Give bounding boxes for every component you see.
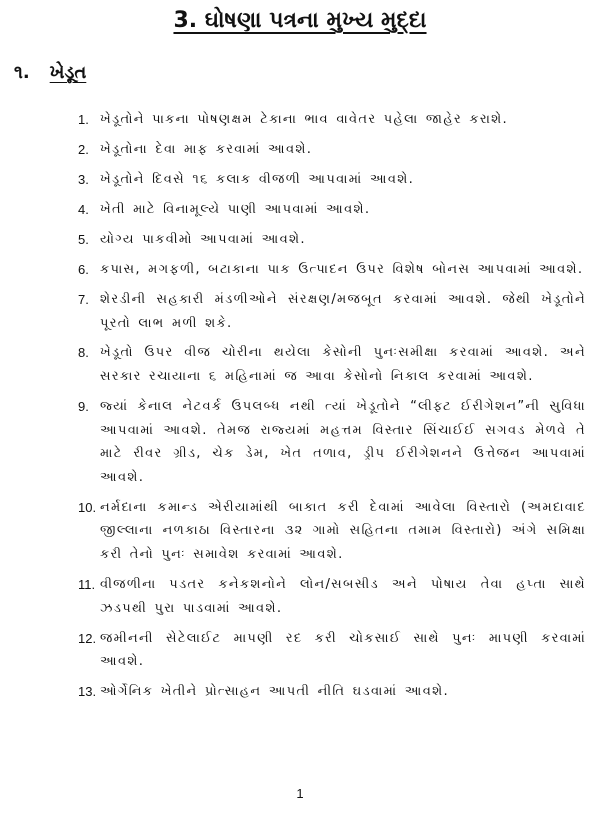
list-item-number: 12.	[78, 630, 97, 646]
list-item-number: 7.	[78, 291, 89, 307]
list-item-number: 13.	[78, 684, 97, 700]
list-item-number: 11.	[78, 577, 96, 592]
list-item-number: 2.	[78, 141, 89, 157]
list-item-number: 9.	[78, 399, 89, 415]
list-item	[78, 168, 586, 192]
list-item-number: 8.	[78, 345, 89, 361]
list-item	[78, 288, 586, 335]
section-number: ૧.	[14, 62, 30, 83]
list-item-number: 6.	[78, 261, 89, 277]
list-item-text: ખેડૂતોના દેવા માફ કરવામાં આવશે.	[100, 141, 313, 157]
list-item-text: ખેડૂતોને દિવસે ૧૬ કલાક વીજળી આપવામાં આવશે.	[100, 171, 415, 187]
list-item	[78, 496, 586, 567]
list-item-number: 3.	[78, 171, 89, 187]
list-item	[78, 680, 586, 704]
list-item-number: 1.	[78, 112, 89, 127]
list-item	[78, 138, 586, 162]
page-title: 3. ઘોષણા પત્રના મુખ્ય મુદ્દા	[173, 8, 427, 33]
section-heading	[14, 62, 86, 83]
list-item-text: નર્મદાના કમાન્ડ એરીયામાંથી બાકાત કરી દેવામાં આવેલા વિસ્તારો (અમદાવાદ જીલ્લાના નળકાઠા વિસ્તારના ૩૨ ગામો સહિતના તમામ વિસ્તારો) અંગે સમિક્ષા કરી તેનો પુનઃ સમાવેશ કરવામાં આવશે.	[100, 499, 586, 563]
list-item	[78, 573, 586, 620]
list-item	[78, 341, 586, 388]
page-number: 1	[296, 786, 304, 801]
list-item	[78, 108, 586, 132]
list-item-text: યોગ્ય પાકવીમો આપવામાં આવશે.	[100, 231, 306, 247]
list-item-number: 4.	[78, 201, 89, 217]
list-item-number: 10.	[78, 499, 97, 515]
list-item	[78, 395, 586, 489]
list-item	[78, 198, 586, 222]
list-item	[78, 627, 586, 674]
list-item-text: શેરડીની સહકારી મંડળીઓને સંરક્ષણ/મજબૂત કરવામાં આવશે. જેથી ખેડૂતોને પૂરતો લાભ મળી શકે.	[100, 291, 586, 331]
list-item	[78, 228, 586, 252]
page-title-wrap	[0, 8, 600, 33]
list-item-text: ખેડૂતોને પાકના પોષણક્ષમ ટેકાના ભાવ વાવેતર પહેલા જાહેર કરાશે.	[100, 112, 508, 127]
section-title: ખેડૂત	[49, 62, 87, 83]
list-item-number: 5.	[78, 231, 89, 247]
list-item-text: વીજળીના પડતર કનેકશનોને લોન/સબસીડ અને પોષાય તેવા હપ્તા સાથે ઝડપથી પુરા પાડવામાં આવશે.	[100, 577, 586, 616]
points-list	[78, 108, 586, 710]
list-item	[78, 258, 586, 282]
list-item-text: કપાસ, મગફળી, બટાકાના પાક ઉત્પાદન ઉપર વિશેષ બોનસ આપવામાં આવશે.	[100, 261, 584, 277]
list-item-text: જ્યાં કેનાલ નેટવર્ક ઉપલબ્ધ નથી ત્યાં ખેડૂતોને “લીફ્ટ ઈરીગેશન”ની સુવિધા આપવામાં આવશે. તેમજ રાજ્યમાં મહત્તમ વિસ્તાર સિંચાઈઈ સગવડ મેળવે તે માટે રીવર ગ્રીડ, ચેક ડેમ, ખેત તળાવ, ડ્રીપ ઈરીગેશનને ઉત્તેજન આપવામાં આવશે.	[100, 399, 586, 485]
list-item-text: ખેડૂતો ઉપર વીજ ચોરીના થયેલા કેસોની પુનઃસમીક્ષા કરવામાં આવશે. અને સરકાર રચાયાના ૬ મહિનામાં જ આવા કેસોનો નિકાલ કરવામાં આવશે.	[100, 345, 586, 385]
list-item-text: ઓર્ગેનિક ખેતીને પ્રોત્સાહન આપતી નીતિ ઘડવામાં આવશે.	[100, 684, 449, 700]
list-item-text: ખેતી માટે વિનામૂલ્યે પાણી આપવામાં આવશે.	[100, 201, 371, 217]
list-item-text: જમીનની સેટેલાઈટ માપણી રદ કરી ચોકસાઈ સાથે પુનઃ માપણી કરવામાં આવશે.	[100, 630, 586, 670]
